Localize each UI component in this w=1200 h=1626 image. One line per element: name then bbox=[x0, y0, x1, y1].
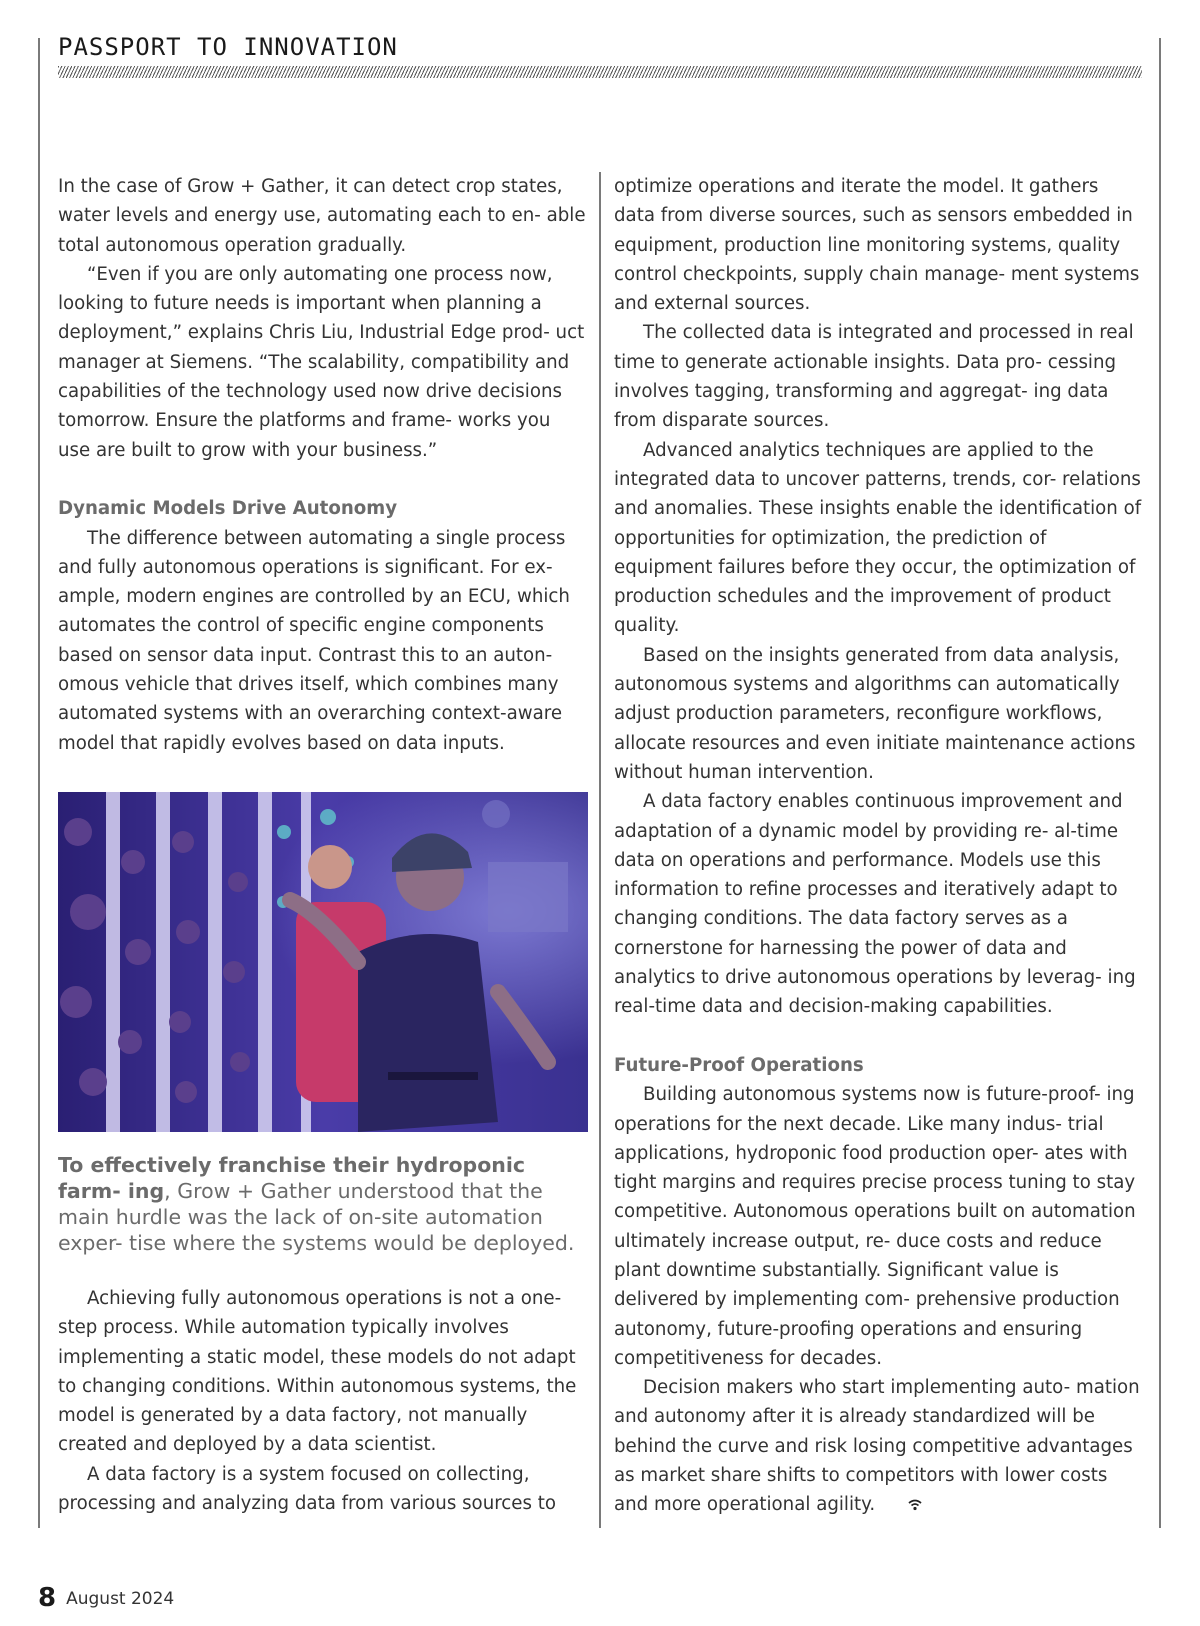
hydroponic-farm-photo bbox=[58, 792, 588, 1132]
body-paragraph: The collected data is integrated and processed in real time to generate actionable insights. Data pro- cessing involves tagging, transforming and aggregat- ing data from disparate sources. bbox=[614, 322, 1134, 432]
section-header-title: PASSPORT TO INNOVATION bbox=[58, 33, 398, 61]
closing-paragraph-text: Decision makers who start implementing auto- mation and autonomy after it is already standardized will be behind the curve and risk losing competitive advantages as market share shifts to competitors with lower costs and more operational agility. bbox=[614, 1377, 1140, 1516]
subheading: Dynamic Models Drive Autonomy bbox=[58, 498, 398, 520]
caption-text: , Grow + Gather understood that the main hurdle was the lack of on-site automation exper- tise where the systems would be deployed. bbox=[58, 1178, 575, 1255]
body-paragraph: optimize operations and iterate the model. It gathers data from diverse sources, such as sensors embedded in equipment, production line monitoring systems, quality control checkpoints, supply chain manage- ment systems and external sources. bbox=[614, 176, 1140, 315]
subheading: Future-Proof Operations bbox=[614, 1054, 864, 1076]
body-paragraph: Advanced analytics techniques are applied to the integrated data to uncover patterns, trends, cor- relations and anomalies. These insights enable the identification of opportunities for optimization, the prediction of equipment failures before they occur, the optimization of production schedules and the improvement of product quality. bbox=[614, 439, 1142, 637]
left-column bbox=[58, 172, 588, 1518]
header-hatch-band bbox=[58, 66, 1142, 78]
body-paragraph: A data factory enables continuous improvement and adaptation of a dynamic model by providing re- al-time data on operations and performance. Models use this information to refine processes and iteratively adapt to changing conditions. The data factory serves as a cornerstone for harnessing the power of data and analytics to drive autonomous operations by leverag- ing real-time data and decision-making capabilities. bbox=[614, 791, 1136, 1018]
body-paragraph: In the case of Grow + Gather, it can detect crop states, water levels and energy use, automating each to en- able total autonomous operation gradually. bbox=[58, 176, 586, 256]
body-paragraph: Based on the insights generated from data analysis, autonomous systems and algorithms can automatically adjust production parameters, reconfigure workflows, allocate resources and even initiate maintenance actions without human intervention. bbox=[614, 644, 1136, 783]
photo-caption bbox=[58, 1152, 588, 1256]
column-divider-rule bbox=[599, 172, 601, 1528]
left-margin-rule bbox=[38, 38, 40, 1528]
page-number: 8 bbox=[38, 1583, 57, 1613]
right-column bbox=[614, 172, 1144, 1520]
page-footer bbox=[38, 1583, 174, 1613]
body-paragraph bbox=[614, 1373, 1144, 1520]
body-paragraph: Building autonomous systems now is future-proof- ing operations for the next decade. Like many indus- trial applications, hydroponic food production oper- ates with tight margins and requires precise process tuning to stay competitive. Autonomous operations built on automation ultimately increase output, re- duce costs and reduce plant downtime substantially. Significant value is delivered by implementing com- prehensive production autonomy, future-proofing operations and ensuring competitiveness for decades. bbox=[614, 1084, 1136, 1369]
body-paragraph: “Even if you are only automating one process now, looking to future needs is important when planning a deployment,” explains Chris Liu, Industrial Edge prod- uct manager at Siemens. “The scalability, compatibility and capabilities of the technology used now drive decisions tomorrow. Ensure the platforms and frame- works you use are built to grow with your business.” bbox=[58, 263, 585, 461]
body-paragraph: Achieving fully autonomous operations is not a one-step process. While automation typically involves implementing a static model, these models do not adapt to changing conditions. Within autonomous systems, the model is generated by a data factory, not manually created and deployed by a data scientist. bbox=[58, 1287, 577, 1456]
caption-lead: To effectively franchise their hydroponic farm- ing bbox=[58, 1152, 526, 1203]
issue-date: August 2024 bbox=[66, 1589, 175, 1609]
body-paragraph: A data factory is a system focused on collecting, processing and analyzing data from various sources to bbox=[58, 1463, 556, 1515]
body-paragraph: The difference between automating a single process and fully autonomous operations is significant. For ex- ample, modern engines are controlled by an ECU, which automates the control of specific engine components based on sensor data input. Contrast this to an auton- omous vehicle that drives itself, which combines many automated systems with an overarching context-aware model that rapidly evolves based on data inputs. bbox=[58, 527, 570, 754]
right-margin-rule bbox=[1159, 38, 1161, 1528]
end-mark-signal-icon bbox=[879, 1491, 922, 1520]
